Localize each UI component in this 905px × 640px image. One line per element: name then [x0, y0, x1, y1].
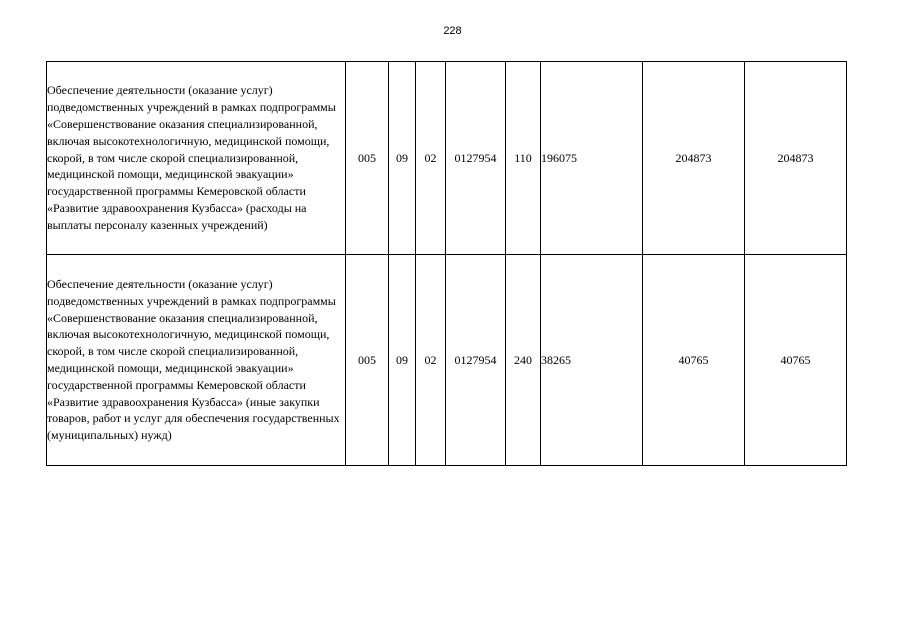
amount-year-3: 204873 [745, 62, 847, 255]
amount-year-1: 196075 [541, 62, 643, 255]
row-description: Обеспечение деятельности (оказание услуг) подведомственных учреждений в рамках подпрограммы «Совершенствование оказания специализированной, включая высокотехнологичную, медицинской помощи, скорой, в том числе скорой специализированной, медицинской помощи, медицинской эвакуации» государственной программы Кемеровской области «Развитие здравоохранения Кузбасса» (иные закупки товаров, работ и услуг для обеспечения государственных (муниципальных) нужд) [47, 255, 346, 466]
subsection-code: 02 [416, 255, 446, 466]
section-code: 09 [389, 62, 416, 255]
target-item-code: 0127954 [446, 255, 506, 466]
target-item-code: 0127954 [446, 62, 506, 255]
amount-year-2: 40765 [643, 255, 745, 466]
expense-type-code: 110 [506, 62, 541, 255]
subsection-code: 02 [416, 62, 446, 255]
expense-type-code: 240 [506, 255, 541, 466]
row-description: Обеспечение деятельности (оказание услуг) подведомственных учреждений в рамках подпрограммы «Совершенствование оказания специализированной, включая высокотехнологичную, медицинской помощи, скорой, в том числе скорой специализированной, медицинской помощи, медицинской эвакуации» государственной программы Кемеровской области «Развитие здравоохранения Кузбасса» (расходы на выплаты персоналу казенных учреждений) [47, 62, 346, 255]
amount-year-3: 40765 [745, 255, 847, 466]
table-row [47, 62, 847, 255]
budget-table [46, 61, 847, 466]
page-number: 228 [443, 25, 462, 37]
ministry-code: 005 [346, 255, 389, 466]
amount-year-1: 38265 [541, 255, 643, 466]
amount-year-2: 204873 [643, 62, 745, 255]
section-code: 09 [389, 255, 416, 466]
table-row [47, 255, 847, 466]
ministry-code: 005 [346, 62, 389, 255]
